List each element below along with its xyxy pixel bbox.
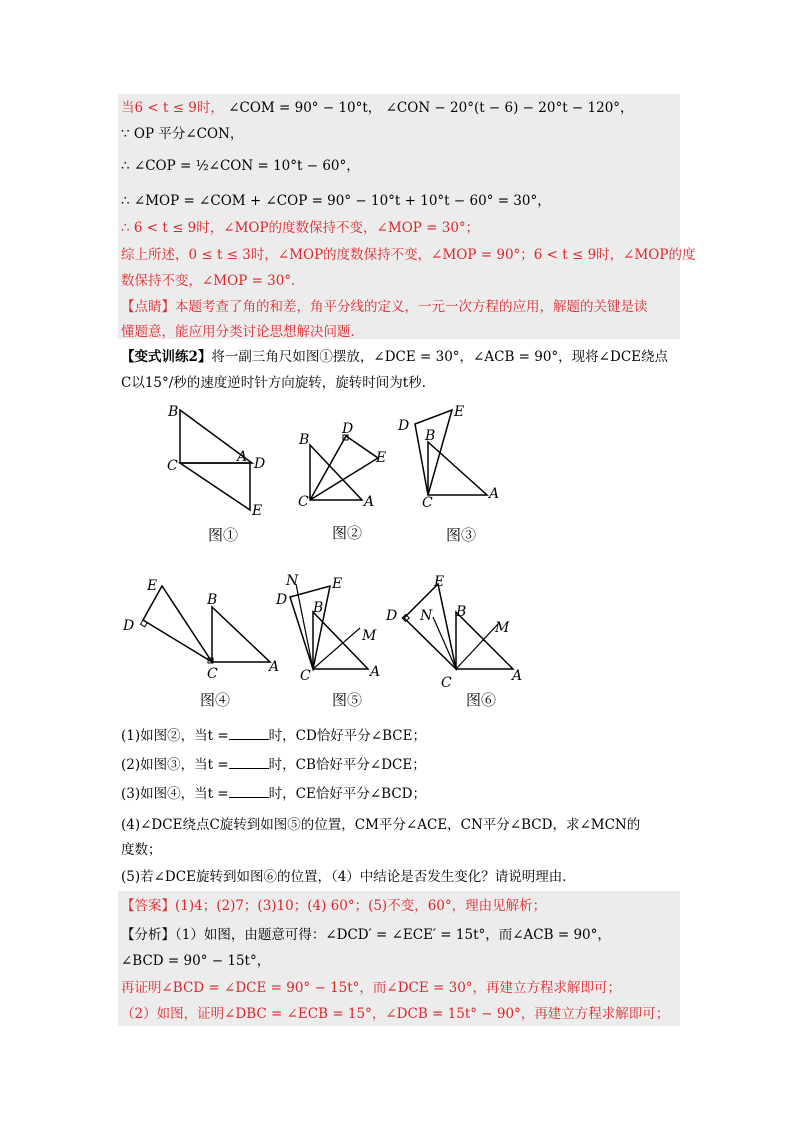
answer-blank-2[interactable] [229, 756, 269, 769]
problem-text-1: 将一副三角尺如图①摆放，∠DCE = 30°，∠ACB = 90°，现将∠DCE绕点 [211, 349, 668, 365]
fig4-label-b: B [207, 592, 218, 608]
question-2-prefix: (2)如图③，当t = [121, 757, 229, 773]
question-5: (5)若∠DCE旋转到如图⑥的位置，（4）中结论是否发生变化？请说明理由． [121, 869, 576, 885]
solution-line-2: ∵ OP 平分∠CON， [121, 126, 244, 142]
fig2-label-d: D [342, 421, 354, 437]
figure-4 [115, 572, 288, 712]
fig6-label-a: A [512, 668, 523, 684]
question-3 [121, 784, 426, 804]
fig5-label-e: E [332, 576, 343, 592]
fig1-label-c: C [167, 458, 178, 474]
fig1-caption: 图① [208, 526, 239, 544]
problem-line-1 [121, 347, 668, 367]
question-1-suffix: 时，CD恰好平分∠BCE； [268, 728, 426, 744]
fig6-label-d: D [386, 608, 398, 624]
question-4-cont: 度数； [121, 842, 162, 858]
solution-line-6: 综上所述，0 ≤ t ≤ 3时，∠MOP的度数保持不变，∠MOP = 90°；6 < t ≤ 9时，∠MOP的度 [121, 247, 696, 263]
solution-line-9: 懂题意，能应用分类讨论思想解决问题． [121, 324, 364, 340]
fig6-caption: 图⑥ [466, 691, 497, 709]
fig3-caption: 图③ [446, 526, 477, 544]
fig1-label-e: E [252, 503, 263, 519]
fig2-label-e: E [376, 450, 387, 466]
fig3-label-a: A [489, 486, 500, 502]
question-2-suffix: 时，CB恰好平分∠DCE； [268, 757, 426, 773]
fig1-label-a: A [237, 449, 248, 465]
question-1 [121, 726, 426, 746]
fig5-label-c: C [300, 668, 311, 684]
solution-line-5: ∴ 6 < t ≤ 9时，∠MOP的度数保持不变，∠MOP = 30°； [121, 220, 480, 236]
fig4-label-e: E [147, 578, 158, 594]
fig6-label-c: C [441, 675, 452, 691]
fig5-label-d: D [276, 592, 288, 608]
answer-blank-1[interactable] [229, 727, 269, 740]
figure-2 [290, 420, 400, 550]
solution-line-8: 【点睛】本题考查了角的和差，角平分线的定义，一元一次方程的应用，解题的关键是读 [121, 299, 648, 315]
fig2-label-a: A [364, 494, 375, 510]
problem-line-2: C以15°/秒的速度逆时针方向旋转，旋转时间为t秒． [121, 375, 436, 391]
fig1-label-b: B [168, 404, 179, 420]
fig4-label-c: C [207, 666, 218, 682]
figure-1 [160, 400, 280, 550]
answer-line-2 [121, 925, 611, 945]
question-4: (4)∠DCE绕点C旋转到如图⑤的位置，CM平分∠ACE，CN平分∠BCD，求∠MCN的 [121, 817, 641, 833]
fig5-label-n: N [286, 573, 299, 589]
solution-line-7: 数保持不变，∠MOP = 30°． [121, 273, 305, 289]
question-1-prefix: (1)如图②，当t = [121, 728, 229, 744]
figure-3 [390, 400, 510, 550]
fig4-caption: 图④ [200, 691, 231, 709]
fig4-label-a: A [269, 659, 280, 675]
answer-line-4: 再证明∠BCD = ∠DCE = 90° − 15t°，而∠DCE = 30°，再建立方程求解即可； [121, 980, 622, 996]
fig4-label-d: D [123, 618, 135, 634]
fig1-label-d: D [254, 456, 266, 472]
fig6-label-e: E [434, 574, 445, 590]
fig3-label-b: B [425, 428, 436, 444]
fig3-label-c: C [422, 495, 433, 511]
formula-con: ∠CON − 20°(t − 6) − 20°t − 120°， [385, 100, 634, 116]
answer-line-5: （2）如图，证明∠DBC = ∠ECB = 15°，∠DCB = 15t° − 90°，再建立方程求解即可； [121, 1006, 670, 1022]
fig6-label-n: N [420, 608, 433, 624]
fig6-label-b: B [456, 604, 467, 620]
solution-line-3: ∴ ∠COP = ½∠CON = 10°t − 60°， [121, 158, 360, 174]
fig6-label-m: M [495, 620, 510, 636]
answer-line-3: ∠BCD = 90° − 15t°， [121, 953, 271, 969]
solution-line-4: ∴ ∠MOP = ∠COM + ∠COP = 90° − 10°t + 10°t − 60° = 30°， [121, 193, 551, 209]
answer-line-1: 【答案】(1)4；(2)7；(3)10；(4) 60°；(5)不变，60°，理由见解析； [121, 898, 547, 914]
answer-blank-3[interactable] [229, 785, 269, 798]
fig3-label-e: E [454, 404, 465, 420]
question-3-suffix: 时，CE恰好平分∠BCD； [268, 786, 426, 802]
fig2-label-b: B [299, 432, 310, 448]
fig5-label-m: M [362, 628, 377, 644]
condition-text: 当6 < t ≤ 9时， [121, 100, 224, 116]
fig5-caption: 图⑤ [332, 691, 363, 709]
fig5-label-a: A [370, 664, 381, 680]
fig3-label-d: D [398, 418, 410, 434]
solution-line-1 [121, 98, 634, 118]
question-2 [121, 755, 426, 775]
question-3-prefix: (3)如图④，当t = [121, 786, 229, 802]
fig5-label-b: B [313, 600, 324, 616]
answer-analysis: 【分析】（1）如图，由题意可得：∠DCD′ = ∠ECE′ = 15t°，而∠ACB = 90°， [121, 927, 611, 943]
problem-title: 【变式训练2】 [121, 349, 212, 365]
formula-com: ∠COM = 90° − 10°t， [228, 100, 382, 116]
fig2-label-c: C [298, 494, 309, 510]
fig2-caption: 图② [332, 524, 363, 542]
figure-6 [378, 572, 538, 712]
